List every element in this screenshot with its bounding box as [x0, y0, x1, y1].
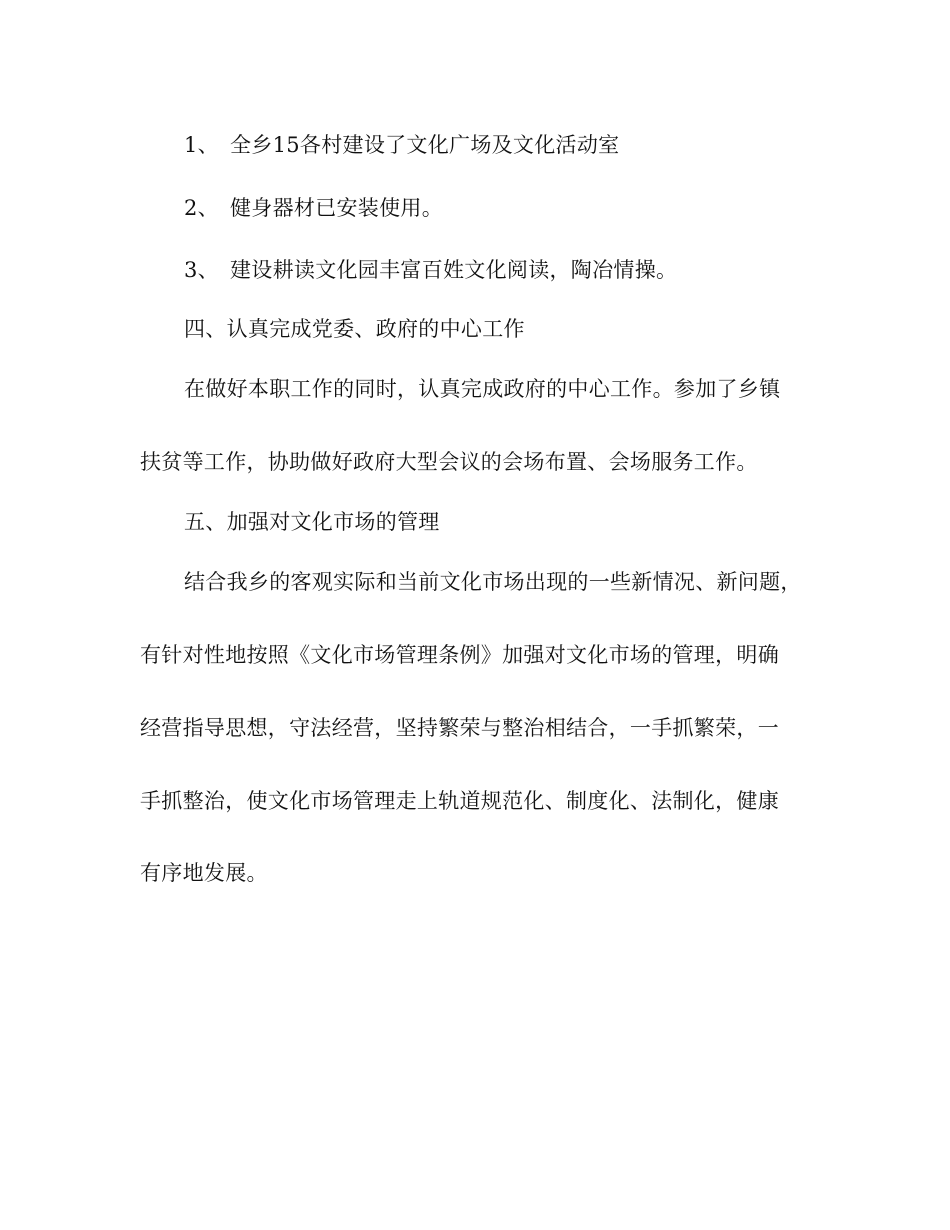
section-5-paragraph-line-5: 有序地发展。: [140, 861, 268, 885]
list-item-text: 建设耕读文化园丰富百姓文化阅读，陶冶情操。: [230, 258, 678, 282]
section-5-paragraph-line-1: 结合我乡的客观实际和当前文化市场出现的一些新情况、新问题，: [184, 570, 802, 594]
list-item-text: 健身器材已安装使用。: [230, 196, 443, 220]
list-item-number: 2、: [184, 196, 219, 220]
section-5-paragraph-line-4: 手抓整治，使文化市场管理走上轨道规范化、制度化、法制化，健康: [140, 789, 779, 813]
list-item-3: [184, 256, 677, 284]
list-item-number: 1、: [184, 133, 219, 157]
section-5-paragraph-line-3: 经营指导思想，守法经营，坚持繁荣与整治相结合，一手抓繁荣，一: [140, 716, 779, 740]
list-item-1: [184, 131, 619, 159]
section-4-heading: 四、认真完成党委、政府的中心工作: [184, 317, 525, 341]
section-5-heading: 五、加强对文化市场的管理: [184, 510, 440, 534]
section-4-paragraph-line-1: 在做好本职工作的同时，认真完成政府的中心工作。参加了乡镇: [184, 377, 781, 401]
list-item-2: [184, 194, 443, 222]
section-5-paragraph-line-2: 有针对性地按照《文化市场管理条例》加强对文化市场的管理，明确: [140, 643, 779, 667]
list-item-text: 全乡15各村建设了文化广场及文化活动室: [230, 133, 620, 157]
section-4-paragraph-line-2: 扶贫等工作，协助做好政府大型会议的会场布置、会场服务工作。: [140, 450, 758, 474]
list-item-number: 3、: [184, 258, 219, 282]
